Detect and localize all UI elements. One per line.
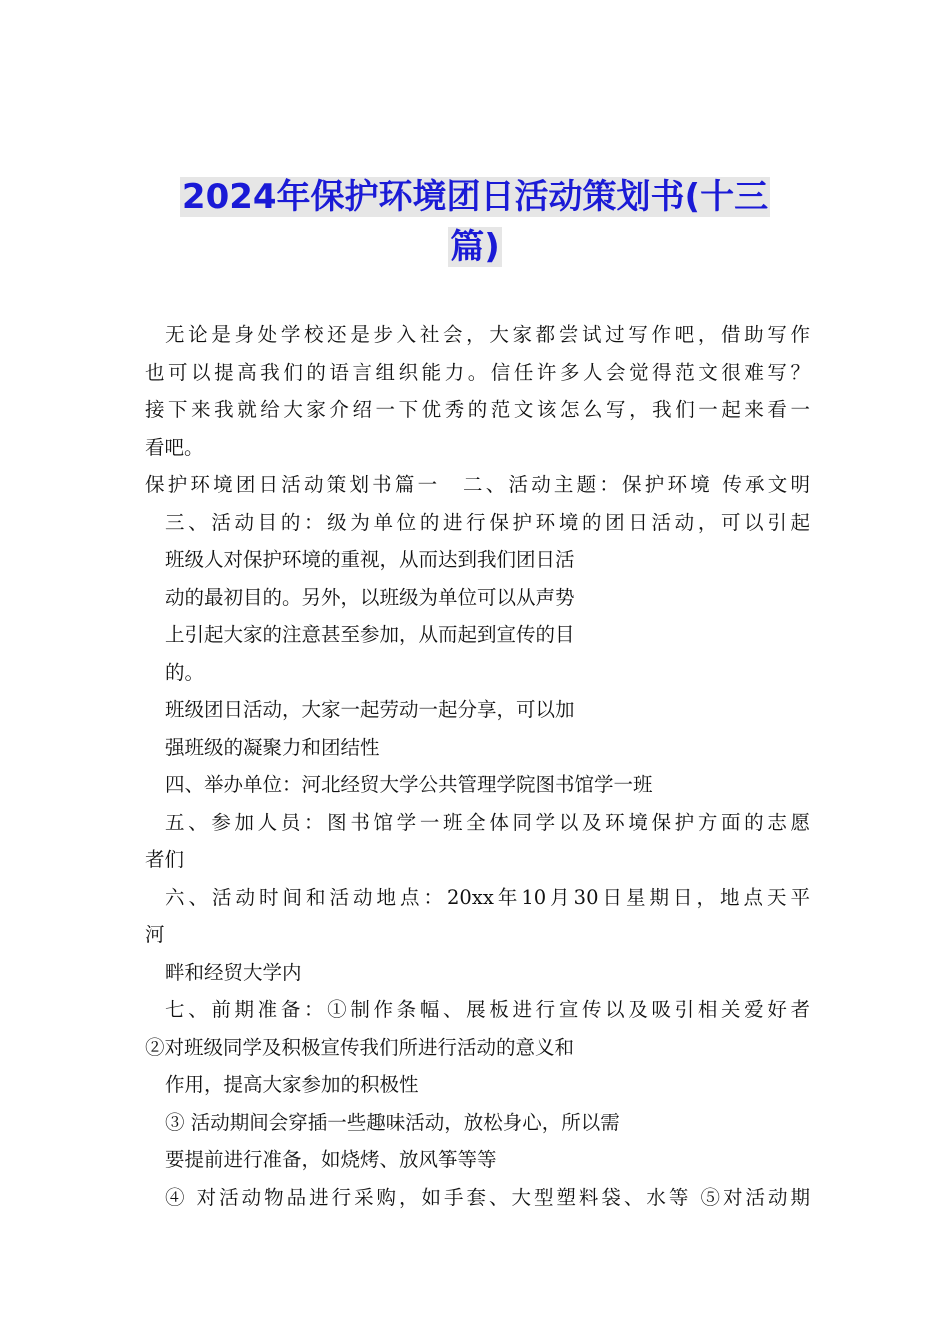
paragraph-line: 六、活动时间和活动地点：20xx年10月30日星期日，地点天平 — [165, 885, 810, 909]
title-line-2: 篇) — [450, 227, 500, 267]
paragraph-line: 作用，提高大家参加的积极性 — [165, 1073, 419, 1096]
paragraph-line: 班级团日活动，大家一起劳动一起分享，可以加 — [165, 698, 575, 721]
document-title — [140, 172, 810, 272]
paragraph-line: 河 — [145, 923, 165, 946]
paragraph-line: 接下来我就给大家介绍一下优秀的范文该怎么写，我们一起来看一 — [145, 398, 810, 421]
section-heading-line: 保护环境团日活动策划书篇一 二、活动主题：保护环境 传承文明 — [145, 473, 810, 496]
paragraph-line: 也可以提高我们的语言组织能力。信任许多人会觉得范文很难写？ — [145, 360, 810, 384]
paragraph-line: 四、举办单位：河北经贸大学公共管理学院图书馆学一班 — [165, 773, 653, 796]
paragraph-line: ③ 活动期间会穿插一些趣味活动，放松身心，所以需 — [165, 1110, 620, 1134]
paragraph-line: 七、前期准备：①制作条幅、展板进行宣传以及吸引相关爱好者 — [165, 998, 810, 1021]
paragraph-line: 要提前进行准备，如烧烤、放风筝等等 — [165, 1148, 497, 1171]
paragraph-line: 动的最初目的。另外，以班级为单位可以从声势 — [165, 585, 575, 609]
paragraph-line: 五、参加人员：图书馆学一班全体同学以及环境保护方面的志愿 — [165, 810, 810, 834]
paragraph-line: 看吧。 — [145, 435, 204, 459]
paragraph-line: ②对班级同学及积极宣传我们所进行活动的意义和 — [145, 1035, 575, 1059]
paragraph-line: 无论是身处学校还是步入社会，大家都尝试过写作吧，借助写作 — [165, 323, 810, 346]
document-body — [145, 316, 810, 1216]
paragraph-line: 者们 — [145, 848, 185, 871]
paragraph-line: 班级人对保护环境的重视，从而达到我们团日活 — [165, 548, 575, 571]
title-line-1: 2024年保护环境团日活动策划书(十三 — [181, 177, 769, 217]
paragraph-line: 畔和经贸大学内 — [165, 960, 302, 984]
paragraph-line: 三、活动目的：级为单位的进行保护环境的团日活动，可以引起 — [165, 510, 810, 534]
paragraph-line: 强班级的凝聚力和团结性 — [165, 735, 380, 759]
paragraph-line: 的。 — [165, 660, 205, 684]
paragraph-line: ④ 对活动物品进行采购，如手套、大型塑料袋、水等 ⑤对活动期 — [165, 1185, 810, 1209]
paragraph-line: 上引起大家的注意甚至参加，从而起到宣传的目 — [165, 623, 575, 646]
